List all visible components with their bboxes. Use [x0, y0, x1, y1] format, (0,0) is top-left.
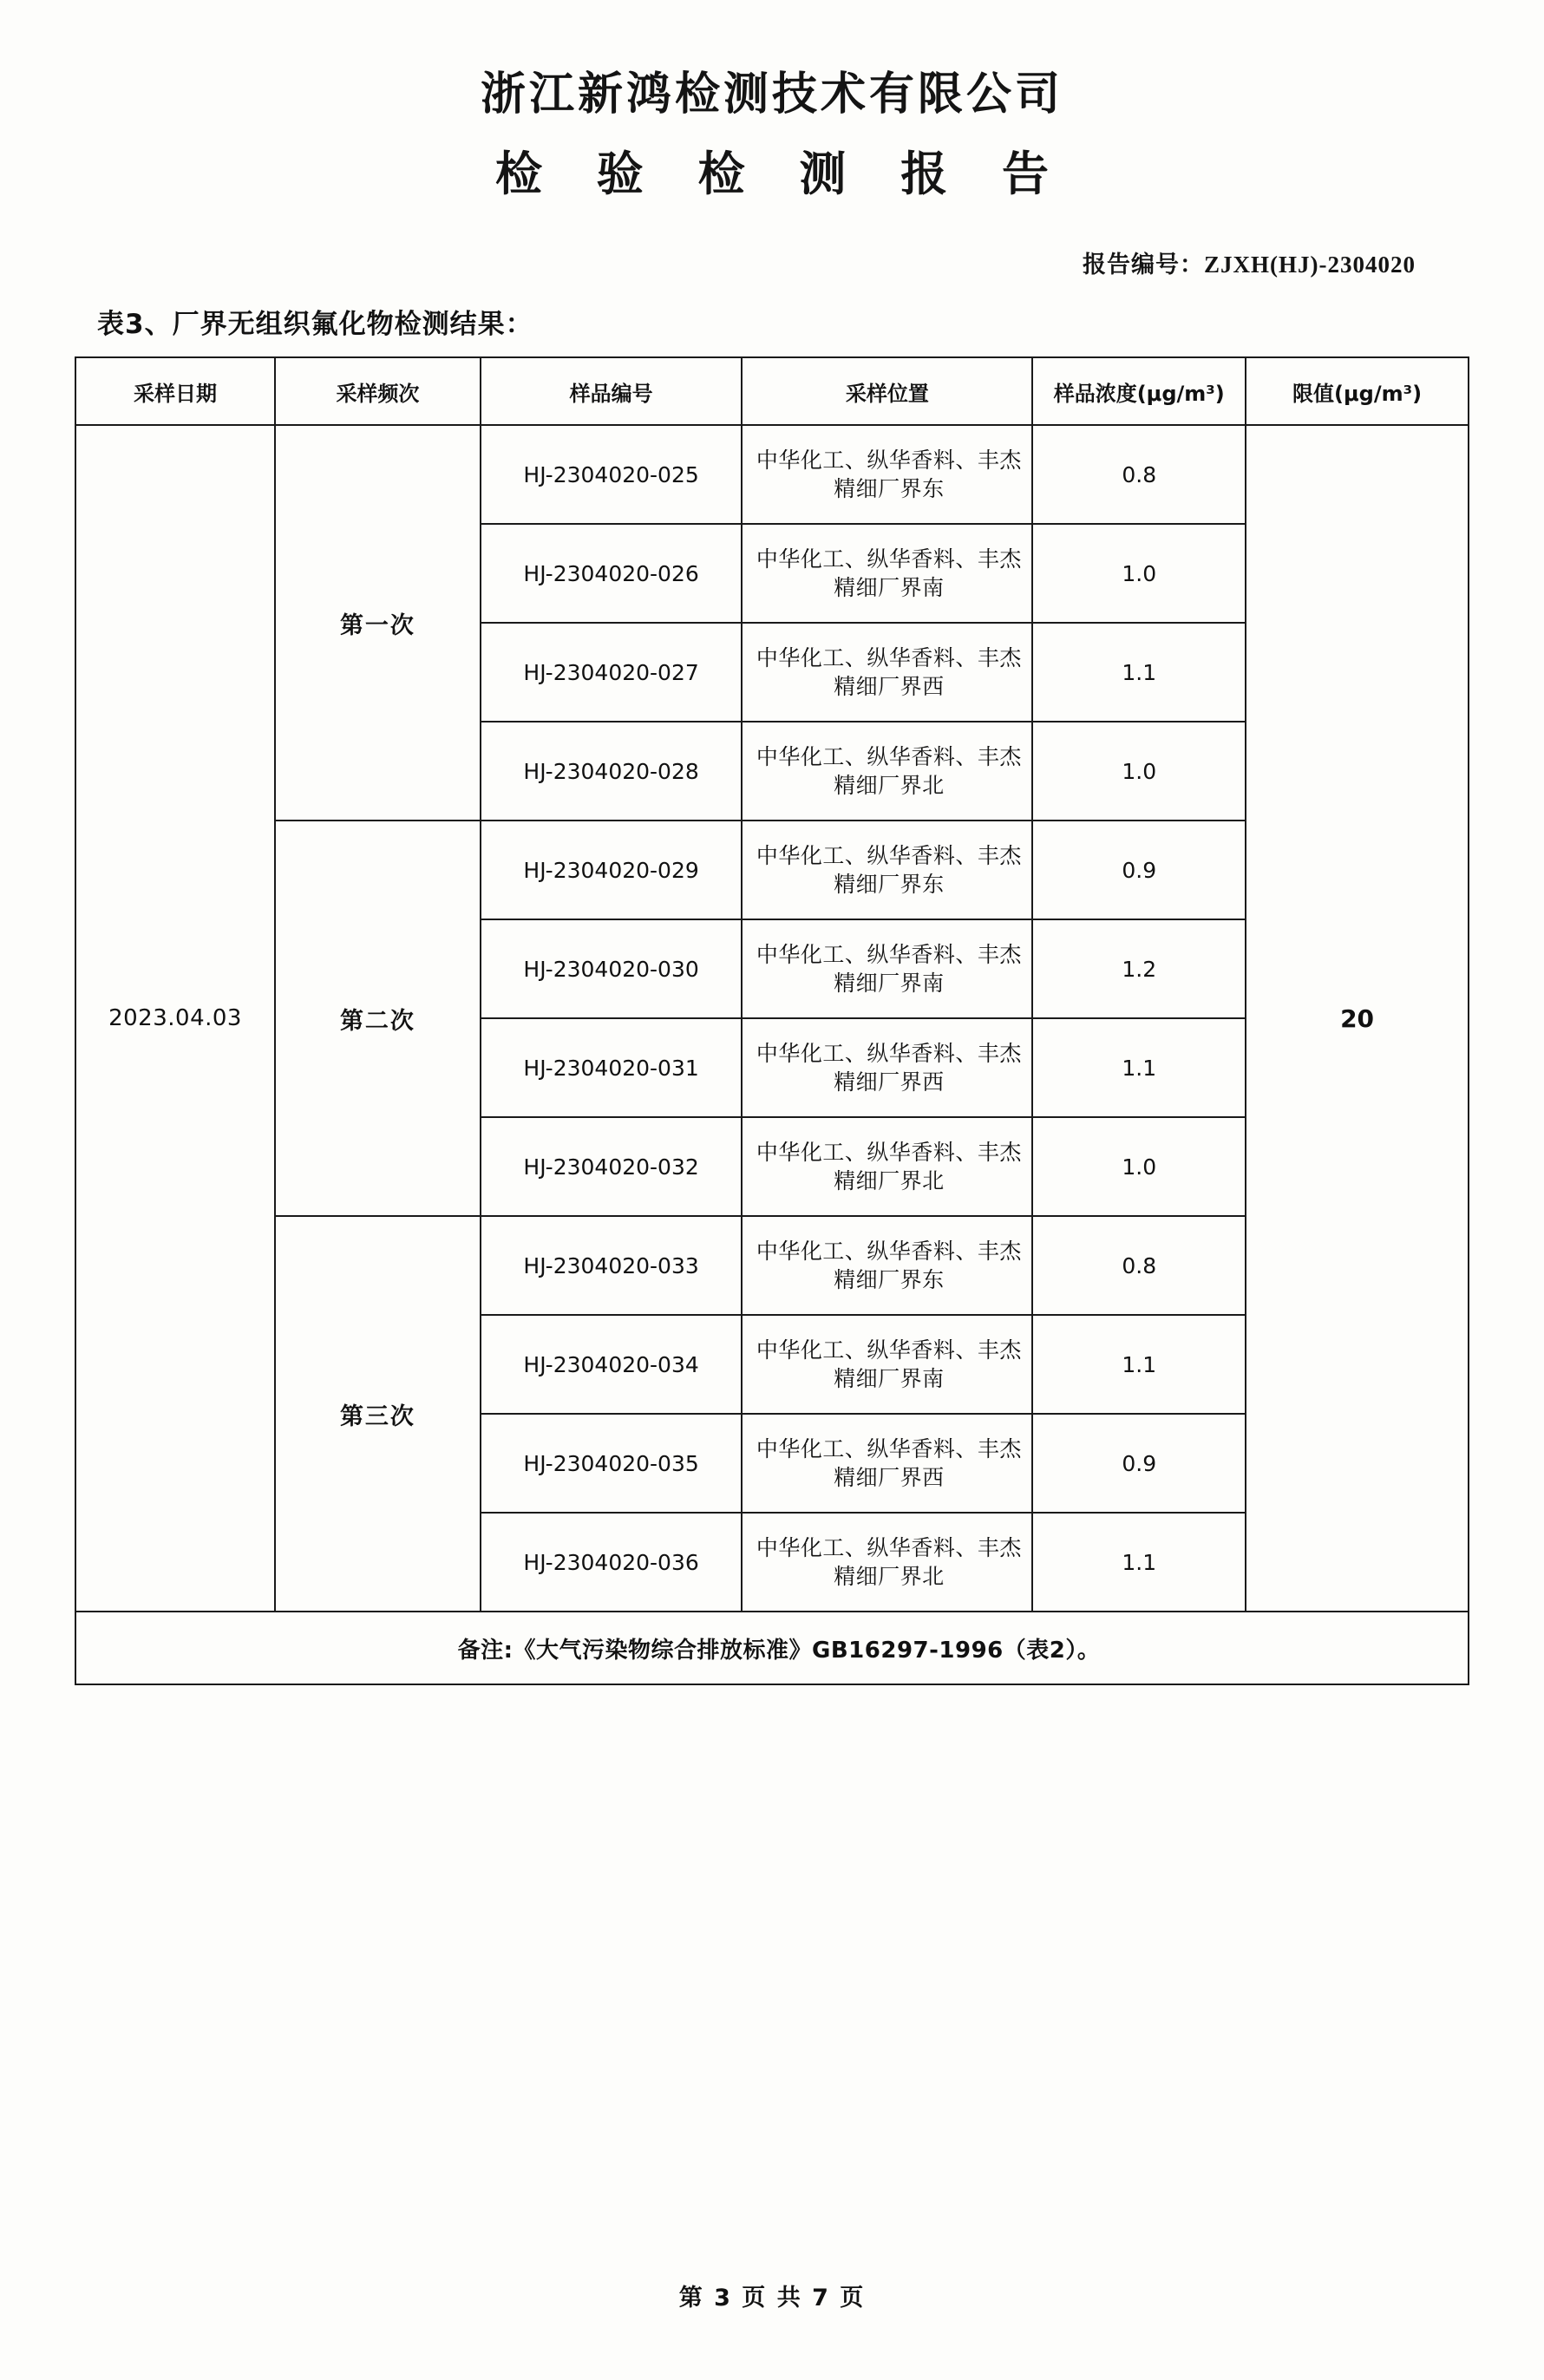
table-row [75, 425, 1469, 524]
cell-frequency-2: 第二次 [275, 821, 481, 1216]
cell-sample-id: HJ-2304020-035 [481, 1414, 743, 1513]
cell-concentration: 0.8 [1032, 425, 1246, 524]
cell-concentration: 1.0 [1032, 1117, 1246, 1216]
cell-location: 中华化工、纵华香料、丰杰精细厂界西 [742, 1018, 1032, 1117]
cell-concentration: 0.8 [1032, 1216, 1246, 1315]
cell-concentration: 1.0 [1032, 722, 1246, 821]
cell-limit: 20 [1246, 425, 1469, 1612]
column-header-frequency: 采样频次 [275, 357, 481, 425]
column-header-concentration: 样品浓度(μg/m³) [1032, 357, 1246, 425]
cell-concentration: 1.1 [1032, 1315, 1246, 1414]
cell-sampling-date: 2023.04.03 [75, 425, 275, 1612]
cell-concentration: 0.9 [1032, 821, 1246, 919]
cell-location: 中华化工、纵华香料、丰杰精细厂界东 [742, 425, 1032, 524]
cell-concentration: 0.9 [1032, 1414, 1246, 1513]
cell-location: 中华化工、纵华香料、丰杰精细厂界北 [742, 722, 1032, 821]
cell-concentration: 1.1 [1032, 1513, 1246, 1612]
cell-sample-id: HJ-2304020-026 [481, 524, 743, 623]
cell-location: 中华化工、纵华香料、丰杰精细厂界东 [742, 1216, 1032, 1315]
results-table-container [75, 356, 1469, 1685]
cell-location: 中华化工、纵华香料、丰杰精细厂界西 [742, 1414, 1032, 1513]
cell-sample-id: HJ-2304020-025 [481, 425, 743, 524]
cell-concentration: 1.2 [1032, 919, 1246, 1018]
cell-frequency-3: 第三次 [275, 1216, 481, 1612]
cell-sample-id: HJ-2304020-033 [481, 1216, 743, 1315]
column-header-sample-id: 样品编号 [481, 357, 743, 425]
cell-sample-id: HJ-2304020-034 [481, 1315, 743, 1414]
cell-concentration: 1.1 [1032, 1018, 1246, 1117]
table-remark-row [75, 1612, 1469, 1684]
cell-sample-id: HJ-2304020-036 [481, 1513, 743, 1612]
report-title: 检 验 检 测 报 告 [495, 147, 1068, 202]
cell-sample-id: HJ-2304020-027 [481, 623, 743, 722]
table-header-row [75, 357, 1469, 425]
cell-location: 中华化工、纵华香料、丰杰精细厂界东 [742, 821, 1032, 919]
cell-concentration: 1.1 [1032, 623, 1246, 722]
cell-location: 中华化工、纵华香料、丰杰精细厂界北 [742, 1513, 1032, 1612]
section-title: 表3、厂界无组织氟化物检测结果： [97, 309, 533, 341]
cell-location: 中华化工、纵华香料、丰杰精细厂界北 [742, 1117, 1032, 1216]
column-header-date: 采样日期 [75, 357, 275, 425]
cell-concentration: 1.0 [1032, 524, 1246, 623]
column-header-limit: 限值(μg/m³) [1246, 357, 1469, 425]
cell-location: 中华化工、纵华香料、丰杰精细厂界南 [742, 1315, 1032, 1414]
column-header-location: 采样位置 [742, 357, 1032, 425]
table-remark: 备注:《大气污染物综合排放标准》GB16297-1996（表2）。 [75, 1612, 1469, 1684]
results-table [75, 356, 1469, 1685]
document-header [0, 0, 1544, 204]
page-footer: 第 3 页 共 7 页 [678, 2285, 866, 2311]
cell-location: 中华化工、纵华香料、丰杰精细厂界南 [742, 524, 1032, 623]
cell-sample-id: HJ-2304020-029 [481, 821, 743, 919]
cell-sample-id: HJ-2304020-030 [481, 919, 743, 1018]
cell-sample-id: HJ-2304020-028 [481, 722, 743, 821]
cell-frequency-1: 第一次 [275, 425, 481, 821]
cell-location: 中华化工、纵华香料、丰杰精细厂界南 [742, 919, 1032, 1018]
cell-sample-id: HJ-2304020-031 [481, 1018, 743, 1117]
company-name: 浙江新鸿检测技术有限公司 [480, 69, 1063, 121]
cell-location: 中华化工、纵华香料、丰杰精细厂界西 [742, 623, 1032, 722]
cell-sample-id: HJ-2304020-032 [481, 1117, 743, 1216]
report-number: 报告编号：ZJXH(HJ)-2304020 [1083, 252, 1416, 278]
